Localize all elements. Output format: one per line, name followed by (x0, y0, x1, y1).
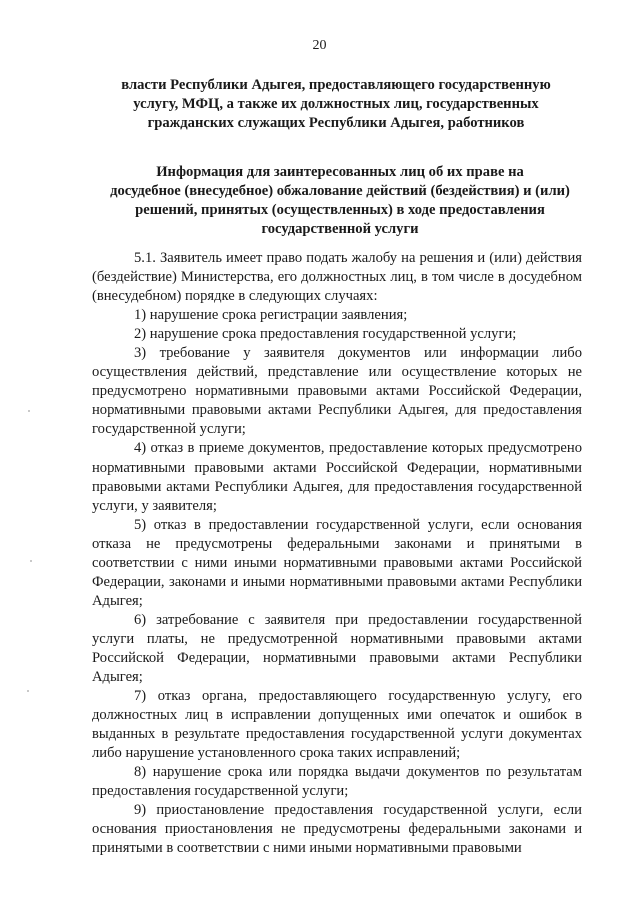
heading-line: государственной услуги (261, 221, 419, 237)
heading-line: досудебное (внесудебное) обжалование действий (бездействия) и (или) (110, 183, 570, 199)
heading-line: услугу, МФЦ, а также их должностных лиц, государственных (133, 96, 539, 112)
list-item-7: 7) отказ органа, предоставляющего государственную услугу, его должностных лиц в исправлении допущенных ими опечаток и ошибок в выданных в результате предоставления государственной услуги документах либо нарушение установленного срока таких исправлений; (92, 688, 582, 762)
list-item-8: 8) нарушение срока или порядка выдачи документов по результатам предоставления государственной услуги; (92, 764, 582, 800)
list-item-9: 9) приостановление предоставления государственной услуги, если основания приостановления не предусмотрены федеральными законами и принятыми в соответствии с ними иными нормативными правовыми (92, 802, 582, 857)
heading-line: гражданских служащих Республики Адыгея, работников (147, 115, 525, 131)
heading-line: Информация для заинтересованных лиц об их праве на (156, 164, 524, 180)
heading-line: решений, принятых (осуществленных) в ходе предоставления (135, 202, 545, 218)
heading-line: власти Республики Адыгея, предоставляющего государственную (121, 77, 551, 93)
list-item-4: 4) отказ в приеме документов, предоставление которых предусмотрено нормативными правовыми актами Российской Федерации, нормативными правовыми актами Республики Адыгея, для предоставления государственной услуги, у заявителя; (92, 440, 582, 514)
paragraph-5-1: 5.1. Заявитель имеет право подать жалобу на решения и (или) действия (бездействие) Министерства, его должностных лиц, в том числе в досудебном (внесудебном) порядке в следующих случаях: (92, 250, 582, 305)
scan-speck (30, 560, 32, 562)
list-item-1: 1) нарушение срока регистрации заявления; (134, 307, 408, 324)
body-text (92, 249, 582, 859)
section-heading-continuation (86, 76, 586, 133)
list-item-2: 2) нарушение срока предоставления государственной услуги; (134, 326, 517, 343)
scan-speck (27, 690, 29, 692)
list-item-5: 5) отказ в предоставлении государственной услуги, если основания отказа не предусмотрены федеральными законами и принятыми в соответствии с ними иными нормативными правовыми актами Российской Федерации, законами и иными нормативными правовыми актами Республики Адыгея; (92, 516, 582, 609)
list-item-3: 3) требование у заявителя документов или информации либо осуществления действий, представление или осуществление которых не предусмотрено нормативными правовыми актами Российской Федерации, нормативными правовыми актами Республики Адыгея, для предоставления государственной услуги; (92, 345, 582, 438)
subsection-heading (96, 163, 584, 239)
scan-speck (28, 410, 30, 412)
list-item-6: 6) затребование с заявителя при предоставлении государственной услуги платы, не предусмотренной нормативными правовыми актами Российской Федерации, нормативными правовыми актами Республики Адыгея; (92, 611, 582, 686)
page-number: 20 (312, 38, 327, 53)
